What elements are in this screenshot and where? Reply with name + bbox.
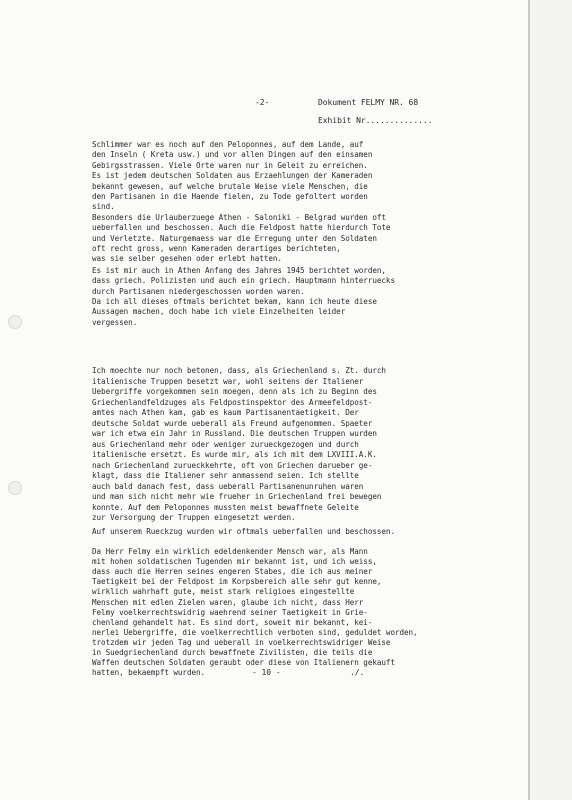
text-line: und man sich nicht mehr wie frueher in Griechenland frei bewegen: [92, 492, 382, 501]
text-line: den Inseln ( Kreta usw.) und vor allen Dingen auf den einsamen: [92, 150, 373, 160]
text-line: Da ich all dieses oftmals berichtet bekam, kann ich heute diese: [92, 296, 377, 306]
punch-hole: [8, 481, 22, 495]
text-line: war ich etwa ein Jahr in Russland. Die deutschen Truppen wurden: [92, 429, 377, 438]
text-line: Auf unserem Rueckzug wurden wir oftmals ueberfallen und beschossen.: [92, 527, 395, 536]
text-line: Griechenlandfeldzuges als Feldpostinspektor des Armeefeldpost-: [92, 397, 373, 407]
text-line: sind.: [92, 202, 115, 212]
text-line: Es ist mir auch in Athen Anfang des Jahres 1945 berichtet worden,: [92, 266, 386, 275]
text-line: italienische Truppen besetzt war, wohl seitens der Italiener: [92, 376, 364, 386]
text-line: trotzdem wir jeden Tag und ueberall in voelkerrechtswidriger Weise: [92, 637, 391, 647]
text-line: Ich moechte nur noch betonen, dass, als Griechenland s. Zt. durch: [92, 366, 386, 375]
text-line: dass griech. Polizisten und auch ein griech. Hauptmann hinterruecks: [92, 276, 395, 286]
text-line: aus Griechenland mehr oder weniger zurueckgezogen und durch: [92, 439, 359, 449]
page-number-bottom: - 10 -: [252, 668, 281, 677]
text-line: Es ist jedem deutschen Soldaten aus Erzaehlungen der Kameraden: [92, 171, 373, 181]
text-line: hatten, bekaempft wurden.: [92, 668, 206, 678]
text-line: konnte. Auf dem Peloponnes mussten meist bewaffnete Geleite: [92, 502, 359, 512]
text-line: Menschen mit edlen Zielen waren, glaube ich nicht, dass Herr: [92, 597, 364, 607]
text-line: nerlei Uebergriffe, die voelkerrechtlich verboten sind, geduldet worden,: [92, 627, 418, 637]
text-line: klagt, dass die Italiener sehr anmassend seien. Ich stellte: [92, 471, 359, 480]
punch-hole: [8, 315, 22, 329]
text-line: Uebergriffe vorgekommen sein moegen, denn als ich zu Beginn des: [92, 387, 377, 396]
text-line: zur Versorgung der Truppen eingesetzt werden.: [92, 513, 296, 522]
text-line: Taetigkeit bei der Feldpost im Korpsbereich alle sehr gut kenne,: [92, 577, 382, 587]
text-line: durch Partisanen niedergeschossen worden waren.: [92, 286, 305, 296]
text-line: italienische ersetzt. Es wurde mir, als ich mit dem LXVIII.A.K.: [92, 450, 377, 459]
text-line: oft recht gross, wenn Kameraden derartiges berichteten,: [92, 244, 341, 253]
text-line: und Verletzte. Naturgemaess war die Erregung unter den Soldaten: [92, 233, 377, 243]
text-line: Aussagen machen, doch habe ich viele Einzelheiten leider: [92, 307, 346, 317]
page-number-top: -2-: [255, 98, 270, 107]
text-line: was sie selber gesehen oder erlebt hatten.: [92, 254, 282, 264]
text-line: Da Herr Felmy ein wirklich edeldenkender Mensch war, als Mann: [92, 547, 368, 556]
text-line: in Suedgriechenland durch bewaffnete Zivilisten, die teils die: [92, 648, 373, 657]
text-line: amtes nach Athen kam, gab es kaum Partisanentaetigkeit. Der: [92, 408, 359, 417]
text-line: chenland gehandelt hat. Es sind dort, soweit mir bekannt, kei-: [92, 617, 373, 627]
text-line: Gebirgsstrassen. Viele Orte waren nur in Geleit zu erreichen.: [92, 160, 368, 170]
text-line: mit hohen soldatischen Tugenden mir bekannt ist, und ich weiss,: [92, 557, 377, 567]
text-line: dass auch die Herren seines engeren Stabes, die ich aus meiner: [92, 567, 373, 577]
text-line: ueberfallen und beschossen. Auch die Feldpost hatte hierdurch Tote: [92, 223, 391, 233]
text-line: deutsche Soldat wurde ueberall als Freund aufgenommen. Spaeter: [92, 418, 373, 428]
continuation-mark: ./.: [350, 668, 365, 677]
text-line: auch bald danach fest, dass ueberall Partisanenunruhen waren: [92, 481, 364, 491]
text-line: Felmy voelkerrechtswidrig waehrend seiner Taetigkeit in Grie-: [92, 607, 368, 617]
document-reference: Dokument FELMY NR. 68: [318, 98, 419, 107]
text-line: bekannt gewesen, auf welche brutale Weise viele Menschen, die: [92, 181, 368, 191]
page-edge: [528, 0, 530, 800]
text-line: wirklich wahrhaft gute, meist stark religioes eingestellte: [92, 587, 355, 597]
text-line: Schlimmer war es noch auf den Peloponnes, auf dem Lande, auf: [92, 140, 364, 149]
text-line: nach Griechenland zurueckkehrte, oft von Griechen darueber ge-: [92, 460, 373, 470]
text-line: den Partisanen in die Haende fielen, zu Tode gefoltert worden: [92, 192, 368, 201]
text-line: Besonders die Urlauberzuege Athen - Saloniki - Belgrad wurden oft: [92, 212, 386, 222]
exhibit-number: Exhibit Nr..............: [318, 116, 433, 125]
text-line: Waffen deutschen Soldaten geraubt oder diese von Italienern gekauft: [92, 658, 395, 668]
text-line: vergessen.: [92, 317, 138, 327]
